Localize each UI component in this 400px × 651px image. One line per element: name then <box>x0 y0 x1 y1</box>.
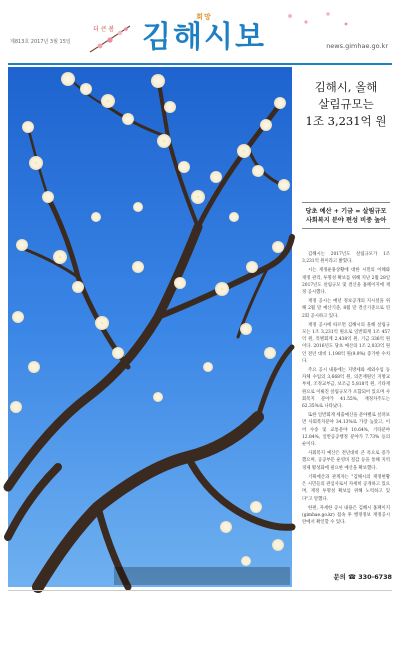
subhead-rule-bottom <box>302 228 390 229</box>
headline-line-2: 살림규모는 <box>318 97 374 111</box>
title-small: 희망 <box>196 13 212 21</box>
blossom-decoration-icon <box>280 8 360 38</box>
slogan: 더 큰 봄 <box>93 26 115 33</box>
article-body <box>302 251 390 569</box>
paragraph: 사회복지 예산은 전년대비 큰 폭으로 증가했으며, 공공부문 운영비 절감 등을 통해 지역경제 활성화에 필요한 예산을 확보했다. <box>302 451 390 471</box>
subheads <box>300 207 392 225</box>
paragraph: 김해시는 2017년도 살림규모가 1조 3,231억 원이라고 밝혔다. <box>302 252 390 265</box>
headline-line-3: 1조 3,231억 원 <box>305 114 387 128</box>
contact-phone: 문의 ☎ 330-6738 <box>333 573 392 581</box>
paragraph: 한편, 자세한 공시 내용은 김해시 홈페이지(gimhae.go.kr) 접속 후 행정정보 재정공시 란에서 확인할 수 있다. <box>302 505 390 526</box>
plum-blossom-illustration <box>8 67 292 587</box>
paragraph: 기획예산과 관계자는 "김해시의 재정현황은 시민들의 관심사로서 자세히 공개하고 있으며, 재정 투명성 확보를 위해 노력하고 있다"고 말했다. <box>302 474 390 502</box>
paragraph: 재정 공시에 따르면 김해시의 올해 살림규모는 1조 3,231억 원으로 일반회계 1조 457억 원, 특별회계 2,438억 원, 기금 336억 원이다. 2016년도 당초 예산의 1조 2,033억 원인 전년 대비 1,198억 원(9.9%) 증가한 수치다. <box>302 322 390 364</box>
subhead-1: 당초 예산 + 기금 = 살림규모 <box>305 208 387 215</box>
title-block <box>134 12 274 58</box>
headline-line-1: 김해시, 올해 <box>314 80 378 94</box>
paper-title: 김해시보 <box>142 20 266 55</box>
subhead-rule-top <box>302 202 390 203</box>
issue-info: 제813호 2017년 3월 15일 <box>10 39 71 45</box>
headline[interactable] <box>298 79 394 130</box>
subhead-2: 사회복지 분야 편성 비중 높아 <box>305 217 387 224</box>
lead-article <box>298 67 394 587</box>
paragraph: 재정 공시는 매년 정보공개의 지시설을 위해 2월 말 예산기준, 8월 말 결산기준으로 연 2회 공시하고 있다. <box>302 299 390 319</box>
site-url[interactable]: news.gimhae.go.kr <box>326 42 388 50</box>
masthead-divider <box>8 63 392 65</box>
photo-caption: 인제공방에서 바라본 봄 풍경, 매화꽃이 활짝 핀 김해시 해반천 일원에서 시민들이 봄기운을 만끽하고 있다. <box>126 639 292 650</box>
footer-rule <box>8 590 392 591</box>
paragraph: 시는 재정운용상황에 대한 시민의 이해와 재정 관리, 투명성 확보를 위해 지난 2월 28일 2017년도 살림규모 및 결산을 홈페이지에 재정 공시했다. <box>302 268 390 296</box>
paragraph: 또한 일반회계 세출예산을 분야별로 살펴보면 사회복지분야 34.13%로 가장 높았고, 이어 수송 및 교통분야 10.64%, 기타분야 12.84%, 일반공공행정 분야가 7.73% 등의 순이다. <box>302 413 390 448</box>
paragraph: 주요 공시 내용에는 지방세와 세외수입 등 자체 수입의 3,668억 원, 의존재원인 지방교부세, 조정교부금, 보조금 5,818억 원, 기타재원으로 이뤄진 살림규모가 포함되어 있으며 사회복지 분야가 41.55%, 재정자주도는 62.35%로 나타났다. <box>302 368 390 410</box>
cover-photo <box>8 67 292 650</box>
masthead <box>0 0 400 64</box>
